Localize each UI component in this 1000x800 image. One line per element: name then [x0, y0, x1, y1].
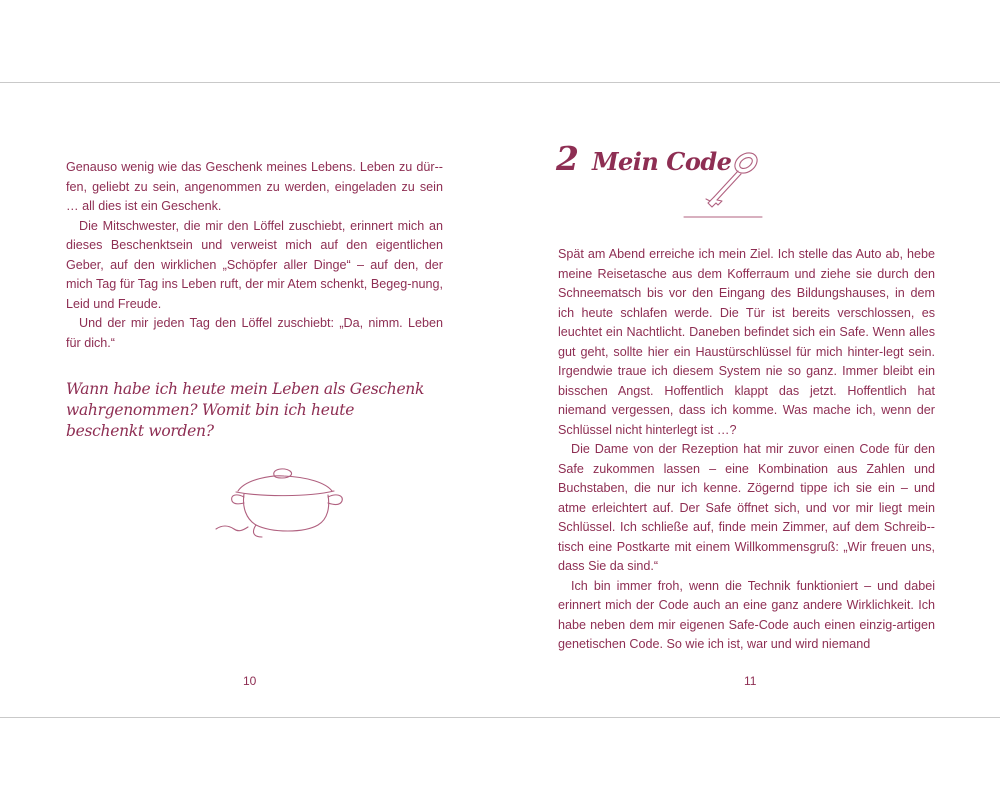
page-number: 11 [744, 674, 757, 688]
reflection-question [66, 379, 426, 442]
paragraph: Die Mitschwester, die mir den Löffel zuschiebt, erinnert mich an dieses Beschenktsein und verweist mich auf den eigentlichen Geber, auf den wirklichen „Schöpfer aller Dinge“ – auf den, der mich Tag für Tag ins Leben ruft, der mir Atem schenkt, Begeg-nung, Leid und Freude. [66, 218, 443, 311]
paragraph: Spät am Abend erreiche ich mein Ziel. Ich stelle das Auto ab, hebe meine Reisetasche aus dem Kofferraum und ziehe sie durch den Schneematsch bis vor den Eingang des Bildungshauses, in dem ich heute schlafen werde. Die Tür ist bereits verschlossen, es leuchtet ein Nachtlicht. Daneben befindet sich ein Safe. Wenn alles gut geht, sollte hier ein Haustürschlüssel für mich hinter-legt sein. Irgendwie traue ich diesem System nie so ganz. Immer bleibt ein bisschen Angst. Hoffentlich klappt das jetzt. Hoffentlich hat niemand vergessen, dass ich komme. Was mache ich, wenn der Schlüssel nicht hinterlegt ist …? [558, 247, 935, 437]
left-page [0, 83, 500, 717]
chapter-number: 2 [556, 139, 578, 178]
cooking-pot-icon [212, 461, 352, 541]
paragraph: Und der mir jeden Tag den Löffel zuschiebt: „Da, nimm. Leben für dich.“ [66, 316, 443, 350]
page-number: 10 [243, 674, 257, 688]
right-page-body [558, 245, 935, 655]
book-spread [0, 82, 1000, 718]
paragraph: Ich bin immer froh, wenn die Technik funktioniert – und dabei erinnert mich der Code auch an eine ganz andere Wirklichkeit. Ich habe neben dem mir eigenen Safe-Code auch einen einzig-artigen genetischen Code. So wie ich ist, war und wird niemand [558, 578, 935, 651]
left-page-body [66, 158, 443, 353]
chapter-title: Mein Code [591, 147, 732, 176]
paragraph: Genauso wenig wie das Geschenk meines Lebens. Leben zu dür-fen, geliebt zu sein, angenommen zu werden, eingeladen zu sein … all dies ist ein Geschenk. [66, 160, 443, 213]
paragraph: Die Dame von der Rezeption hat mir zuvor einen Code für den Safe zukommen lassen – eine Kombination aus Zahlen und Buchstaben, die nur ich kenne. Zögernd tippe ich sie ein – und atme erleichtert auf. Der Safe öffnet sich, und vor mir liegt mein Schlüssel. Ich schließe auf, finde mein Zimmer, auf dem Schreib-tisch eine Postkarte mit einem Willkommensgruß: „Wir freuen uns, dass Sie da sind.“ [558, 442, 935, 573]
key-icon [680, 149, 764, 219]
reflection-line: wahrgenommen? Womit bin ich heute beschenkt worden? [66, 401, 355, 440]
right-page [500, 83, 1000, 717]
reflection-line: Wann habe ich heute mein Leben als Geschenk [66, 380, 425, 398]
